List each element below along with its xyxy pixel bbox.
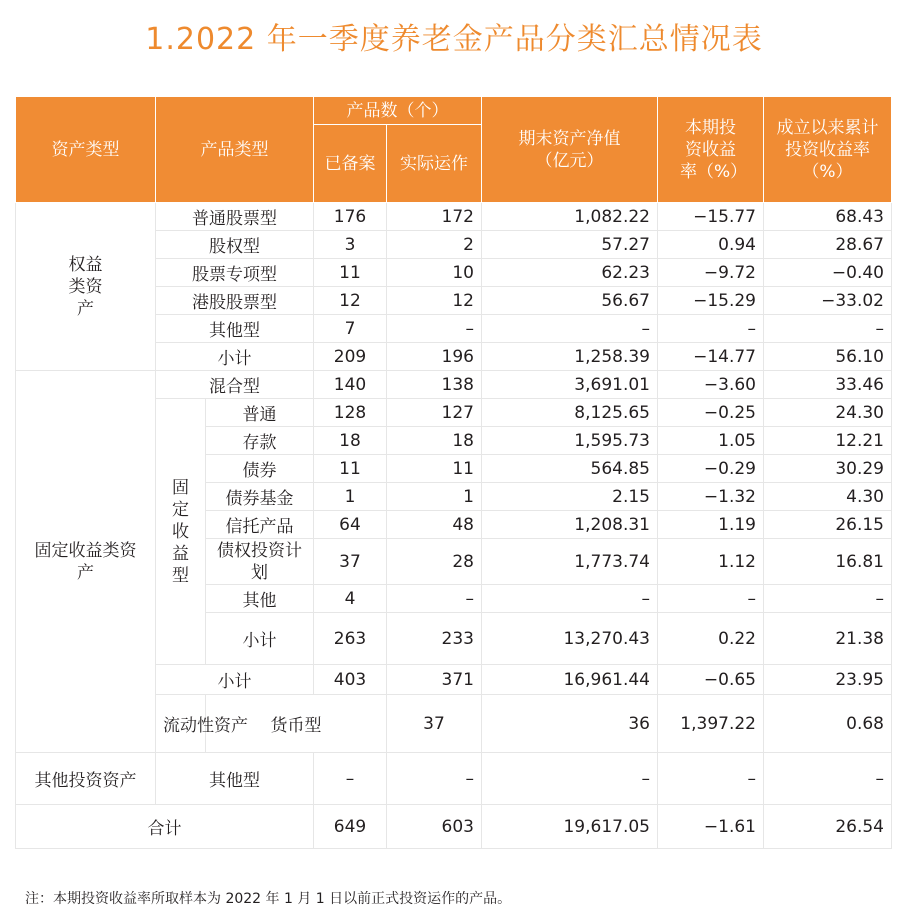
cell-filed: 649 xyxy=(314,805,387,849)
row-label: 货币型 xyxy=(206,695,387,753)
header-product-count: 产品数（个） xyxy=(314,97,482,125)
pension-product-summary-table xyxy=(15,96,892,849)
header-net-assets: 期末资产净值（亿元） xyxy=(482,97,658,203)
cell-cumulative: 33.46 xyxy=(764,371,892,399)
cell-nav: – xyxy=(482,315,658,343)
header-cumulative-return: 成立以来累计投资收益率（%） xyxy=(764,97,892,203)
group-other-investment: 其他投资资产 xyxy=(16,753,156,805)
row-label: 合计 xyxy=(16,805,314,849)
row-label: 债权投资计划 xyxy=(217,540,302,583)
cell-operating: 172 xyxy=(387,203,482,231)
footnote: 注：本期投资收益率所取样本为 2022 年 1 月 1 日以前正式投资运作的产品。 xyxy=(25,891,512,907)
cell-filed: 209 xyxy=(314,343,387,371)
group-liquidity: 流动性资产 xyxy=(156,695,206,753)
cell-operating: 48 xyxy=(387,511,482,539)
cell-operating: 127 xyxy=(387,399,482,427)
row-label: 股权型 xyxy=(156,231,314,259)
cell-cumulative: −0.40 xyxy=(764,259,892,287)
cell-return: −15.77 xyxy=(658,203,764,231)
header-period-return: 本期投资收益率（%） xyxy=(658,97,764,203)
cell-cumulative: 23.95 xyxy=(764,665,892,695)
header-filed: 已备案 xyxy=(314,125,387,203)
cell-filed: 3 xyxy=(314,231,387,259)
cell-operating: 18 xyxy=(387,427,482,455)
cell-operating: 36 xyxy=(482,695,658,753)
cell-return: – xyxy=(658,315,764,343)
cell-cumulative: 30.29 xyxy=(764,455,892,483)
cell-operating: 196 xyxy=(387,343,482,371)
cell-filed: 7 xyxy=(314,315,387,343)
cell-cumulative: 21.38 xyxy=(764,613,892,665)
row-label: 其他 xyxy=(206,585,314,613)
cell-return: 0.22 xyxy=(658,613,764,665)
row-label: 信托产品 xyxy=(206,511,314,539)
total-row xyxy=(16,805,892,849)
cell-operating: 11 xyxy=(387,455,482,483)
cell-return: 1.05 xyxy=(658,427,764,455)
row-label: 债券基金 xyxy=(206,483,314,511)
row-label: 小计 xyxy=(156,343,314,371)
cell-filed: 11 xyxy=(314,259,387,287)
cell-nav: 1,595.73 xyxy=(482,427,658,455)
row-label: 普通 xyxy=(206,399,314,427)
cell-operating: 10 xyxy=(387,259,482,287)
cell-nav: 1,773.74 xyxy=(482,539,658,585)
cell-filed: 37 xyxy=(314,539,387,585)
cell-return: – xyxy=(658,585,764,613)
cell-cumulative: 4.30 xyxy=(764,483,892,511)
row-label: 存款 xyxy=(206,427,314,455)
cell-nav: 1,258.39 xyxy=(482,343,658,371)
cell-nav: 2.15 xyxy=(482,483,658,511)
cell-operating: 28 xyxy=(387,539,482,585)
cell-cumulative: 26.15 xyxy=(764,511,892,539)
cell-operating: 2 xyxy=(387,231,482,259)
cell-cumulative: – xyxy=(764,753,892,805)
row-label: 小计 xyxy=(156,665,314,695)
table-title: 1.2022 年一季度养老金产品分类汇总情况表 xyxy=(145,22,763,57)
table-row xyxy=(16,753,892,805)
cell-cumulative: 12.21 xyxy=(764,427,892,455)
header-operating: 实际运作 xyxy=(387,125,482,203)
cell-return: −14.77 xyxy=(658,343,764,371)
row-label: 小计 xyxy=(206,613,314,665)
subgroup-fixed-income-type: 固定收益型 xyxy=(172,477,189,586)
header-asset-type: 资产类型 xyxy=(16,97,156,203)
cell-filed: 176 xyxy=(314,203,387,231)
group-fixed-income: 固定收益类资产 xyxy=(34,540,137,583)
cell-return: −0.29 xyxy=(658,455,764,483)
cell-filed: 64 xyxy=(314,511,387,539)
cell-operating: – xyxy=(387,585,482,613)
cell-return: −0.25 xyxy=(658,399,764,427)
cell-filed: 140 xyxy=(314,371,387,399)
cell-return: −15.29 xyxy=(658,287,764,315)
cell-return: – xyxy=(658,753,764,805)
cell-return: −0.65 xyxy=(658,665,764,695)
cell-filed: 403 xyxy=(314,665,387,695)
cell-operating: – xyxy=(387,753,482,805)
cell-operating: 233 xyxy=(387,613,482,665)
cell-nav: 62.23 xyxy=(482,259,658,287)
cell-return: 1.12 xyxy=(658,539,764,585)
cell-filed: 1 xyxy=(314,483,387,511)
row-label: 股票专项型 xyxy=(156,259,314,287)
cell-nav: 57.27 xyxy=(482,231,658,259)
cell-nav: – xyxy=(482,585,658,613)
row-label: 债券 xyxy=(206,455,314,483)
cell-filed: – xyxy=(314,753,387,805)
cell-return: 1.19 xyxy=(658,511,764,539)
cell-nav: 1,208.31 xyxy=(482,511,658,539)
cell-filed: 263 xyxy=(314,613,387,665)
cell-return: 0.68 xyxy=(764,695,892,753)
cell-nav: 16,961.44 xyxy=(482,665,658,695)
cell-cumulative: 68.43 xyxy=(764,203,892,231)
cell-cumulative: −33.02 xyxy=(764,287,892,315)
cell-return: −1.61 xyxy=(658,805,764,849)
cell-filed: 18 xyxy=(314,427,387,455)
cell-cumulative: 56.10 xyxy=(764,343,892,371)
cell-nav: 19,617.05 xyxy=(482,805,658,849)
cell-nav: 8,125.65 xyxy=(482,399,658,427)
cell-cumulative: 28.67 xyxy=(764,231,892,259)
row-label: 其他型 xyxy=(156,753,314,805)
cell-operating: 138 xyxy=(387,371,482,399)
cell-nav: 1,082.22 xyxy=(482,203,658,231)
cell-operating: 1 xyxy=(387,483,482,511)
cell-operating: 12 xyxy=(387,287,482,315)
row-label: 港股股票型 xyxy=(156,287,314,315)
cell-filed: 12 xyxy=(314,287,387,315)
cell-operating: 603 xyxy=(387,805,482,849)
cell-nav: 13,270.43 xyxy=(482,613,658,665)
cell-filed: 128 xyxy=(314,399,387,427)
cell-nav: 1,397.22 xyxy=(658,695,764,753)
cell-filed: 11 xyxy=(314,455,387,483)
cell-nav: 564.85 xyxy=(482,455,658,483)
header-product-type: 产品类型 xyxy=(156,97,314,203)
cell-filed: 4 xyxy=(314,585,387,613)
cell-cumulative: 16.81 xyxy=(764,539,892,585)
cell-return: −1.32 xyxy=(658,483,764,511)
table-row xyxy=(16,203,892,231)
cell-cumulative: – xyxy=(764,315,892,343)
cell-cumulative: 24.30 xyxy=(764,399,892,427)
row-label: 其他型 xyxy=(156,315,314,343)
row-label: 混合型 xyxy=(156,371,314,399)
cell-cumulative: – xyxy=(764,585,892,613)
cell-return: −9.72 xyxy=(658,259,764,287)
cell-operating: – xyxy=(387,315,482,343)
cell-return: −3.60 xyxy=(658,371,764,399)
cell-return: 0.94 xyxy=(658,231,764,259)
cell-nav: 56.67 xyxy=(482,287,658,315)
cell-operating: 371 xyxy=(387,665,482,695)
cell-cumulative: 26.54 xyxy=(764,805,892,849)
cell-nav: 3,691.01 xyxy=(482,371,658,399)
cell-filed: 37 xyxy=(387,695,482,753)
table-row xyxy=(16,371,892,399)
cell-nav: – xyxy=(482,753,658,805)
group-equity: 权益类资产 xyxy=(68,254,103,319)
row-label: 普通股票型 xyxy=(156,203,314,231)
